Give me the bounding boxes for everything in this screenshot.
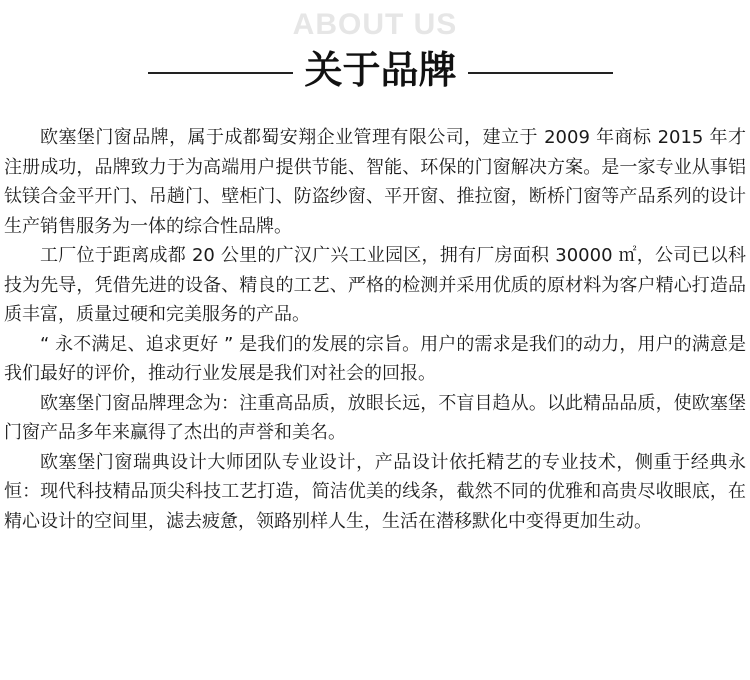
paragraph-philosophy: 欧塞堡门窗品牌理念为：注重高品质，放眼长远，不盲目趋从。以此精品品质，使欧塞堡门窗产品多年来赢得了杰出的声誉和美名。: [4, 392, 746, 443]
paragraph-brand-intro: 欧塞堡门窗品牌，属于成都蜀安翔企业管理有限公司，建立于 2009 年商标 2015 年才注册成功，品牌致力于为高端用户提供节能、智能、环保的门窗解决方案。是一家专业从事铝钛镁合金平开门、吊趟门、壁柜门、防盗纱窗、平开窗、推拉窗，断桥门窗等产品系列的设计生产销售服务为一体的综合性品牌。: [4, 127, 746, 237]
paragraph-design: 欧塞堡门窗瑞典设计大师团队专业设计，产品设计依托精艺的专业技术，侧重于经典永恒：现代科技精品顶尖科技工艺打造，简洁优美的线条，截然不同的优雅和高贵尽收眼底，在精心设计的空间里，滤去疲惫，领路别样人生，生活在潜移默化中变得更加生动。: [4, 451, 746, 532]
section-header: [0, 0, 750, 110]
right-divider: [468, 72, 613, 74]
page-title: 关于品牌: [304, 48, 457, 92]
left-divider: [148, 72, 293, 74]
watermark-text: ABOUT US: [292, 8, 458, 41]
title-row: [0, 42, 750, 98]
about-content: [4, 123, 746, 536]
paragraph-factory: 工厂位于距离成都 20 公里的广汉广兴工业园区，拥有厂房面积 30000 ㎡，公司已以科技为先导，凭借先进的设备、精良的工艺、严格的检测并采用优质的原材料为客户精心打造品质丰富，质量过硬和完美服务的产品。: [4, 245, 746, 325]
paragraph-mission: “ 永不满足、追求更好 ” 是我们的发展的宗旨。用户的需求是我们的动力，用户的满意是我们最好的评价，推动行业发展是我们对社会的回报。: [4, 333, 746, 384]
